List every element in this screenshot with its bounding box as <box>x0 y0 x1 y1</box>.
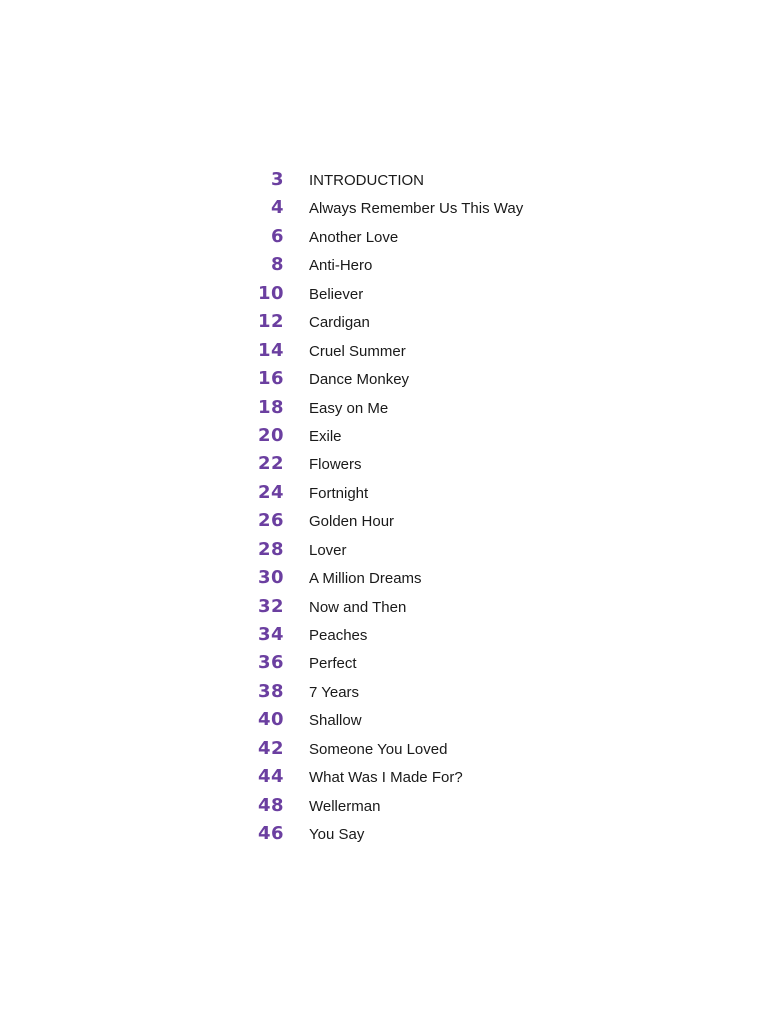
toc-entry-title: Flowers <box>309 456 362 474</box>
toc-page-number: 46 <box>257 823 284 845</box>
toc-entry <box>0 564 768 592</box>
toc-entry-title: Dance Monkey <box>309 371 410 389</box>
toc-entry-title: What Was I Made For? <box>309 769 463 787</box>
toc-page-number: 12 <box>257 311 284 333</box>
toc-entry-title: Fortnight <box>309 484 369 502</box>
toc-page-number: 8 <box>270 254 284 276</box>
toc-entry-title: Shallow <box>309 712 362 730</box>
toc-page-number: 30 <box>257 567 284 589</box>
toc-entry-title: Perfect <box>309 655 357 673</box>
toc-entry <box>0 251 768 279</box>
toc-entry-title: Cruel Summer <box>309 342 406 360</box>
toc-page-number: 14 <box>257 339 284 361</box>
toc-entry <box>0 166 768 194</box>
toc-entry <box>0 394 768 422</box>
toc-entry <box>0 536 768 564</box>
toc-entry <box>0 507 768 535</box>
toc-page-number: 4 <box>270 197 284 219</box>
toc-entry <box>0 649 768 677</box>
toc-page-number: 10 <box>257 282 284 304</box>
toc-entry-title: Believer <box>309 285 364 303</box>
table-of-contents <box>0 166 768 849</box>
toc-entry <box>0 479 768 507</box>
toc-page-number: 32 <box>257 595 284 617</box>
toc-entry <box>0 308 768 336</box>
toc-entry-title: Another Love <box>309 228 399 246</box>
toc-entry-title: Easy on Me <box>309 399 389 417</box>
toc-page-number: 18 <box>257 396 284 418</box>
toc-entry-title: INTRODUCTION <box>309 172 424 189</box>
toc-entry <box>0 365 768 393</box>
toc-page-number: 6 <box>270 225 284 247</box>
toc-entry-title: 7 Years <box>309 683 360 701</box>
toc-entry <box>0 735 768 763</box>
toc-page-number: 24 <box>257 481 284 503</box>
toc-page-number: 42 <box>257 737 284 759</box>
toc-page-number: 38 <box>257 680 284 702</box>
toc-entry <box>0 280 768 308</box>
toc-page-number: 3 <box>270 169 284 190</box>
toc-entry-title: Someone You Loved <box>309 740 448 758</box>
toc-entry-title: A Million Dreams <box>309 570 422 588</box>
toc-entry <box>0 223 768 251</box>
toc-entry <box>0 706 768 734</box>
toc-entry-title: Cardigan <box>309 314 370 332</box>
toc-page-number: 40 <box>257 709 284 731</box>
toc-page-number: 34 <box>257 624 284 645</box>
toc-entry-title: Always Remember Us This Way <box>309 200 524 218</box>
toc-page-number: 44 <box>257 766 284 788</box>
toc-entry-title: Lover <box>309 541 347 559</box>
toc-page-number: 36 <box>257 652 284 674</box>
toc-entry-title: Anti-Hero <box>309 257 373 275</box>
toc-entry <box>0 792 768 820</box>
toc-entry <box>0 678 768 706</box>
toc-entry-title: Now and Then <box>309 598 407 616</box>
toc-page-number: 48 <box>257 794 284 816</box>
toc-entry <box>0 593 768 621</box>
toc-page-number: 26 <box>257 510 284 532</box>
toc-entry-title: Peaches <box>309 627 368 644</box>
toc-page-number: 16 <box>257 368 284 390</box>
toc-entry <box>0 450 768 478</box>
toc-page-number: 22 <box>257 453 284 475</box>
toc-page-number: 20 <box>257 424 284 446</box>
toc-entry <box>0 763 768 791</box>
toc-entry <box>0 194 768 222</box>
toc-entry-title: Golden Hour <box>309 513 395 531</box>
toc-entry-title: Exile <box>309 427 342 445</box>
toc-entry <box>0 820 768 848</box>
toc-entry-title: Wellerman <box>309 797 381 815</box>
toc-entry-title: You Say <box>309 826 365 844</box>
toc-entry <box>0 621 768 649</box>
toc-entry <box>0 422 768 450</box>
toc-entry <box>0 337 768 365</box>
toc-page-number: 28 <box>257 538 284 560</box>
